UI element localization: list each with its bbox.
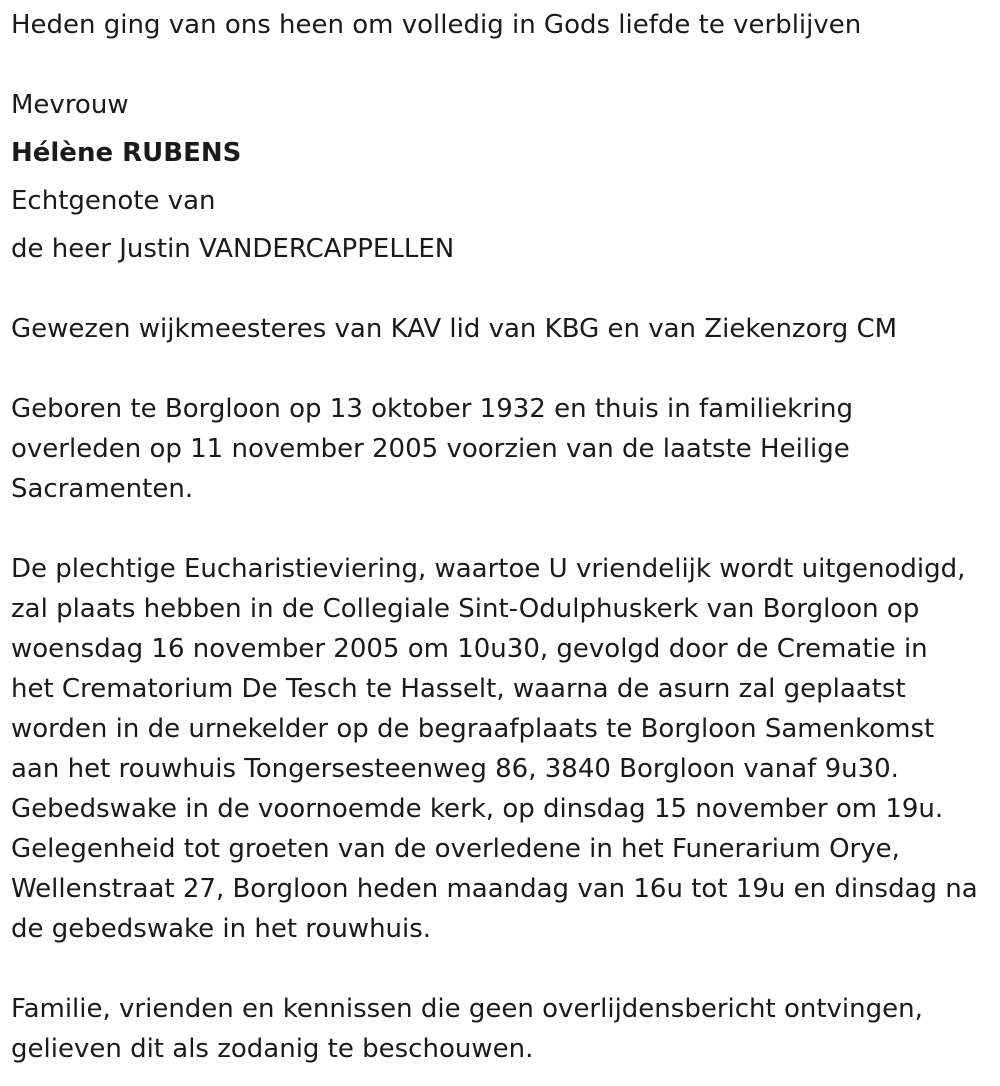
- ceremony-line: het Crematorium De Tesch te Hasselt, waarna de asurn zal geplaatst: [11, 674, 906, 704]
- birth-death-line: Sacramenten.: [11, 474, 194, 504]
- ceremony-line: Gelegenheid tot groeten van de overledene in het Funerarium Orye,: [11, 834, 900, 864]
- role-text: Gewezen wijkmeesteres van KAV lid van KBG en van Ziekenzorg CM: [11, 314, 898, 344]
- ceremony-line: woensdag 16 november 2005 om 10u30, gevolgd door de Crematie in: [11, 634, 928, 664]
- salutation: Mevrouw: [11, 90, 129, 120]
- ceremony-line: de gebedswake in het rouwhuis.: [11, 914, 432, 944]
- ceremony-line: zal plaats hebben in de Collegiale Sint-Odulphuskerk van Borgloon op: [11, 594, 920, 624]
- birth-death-line: Geboren te Borgloon op 13 oktober 1932 en thuis in familiekring: [11, 394, 854, 424]
- ceremony-line: De plechtige Eucharistieviering, waartoe U vriendelijk wordt uitgenodigd,: [11, 554, 966, 584]
- closing-line: Familie, vrienden en kennissen die geen overlijdensbericht ontvingen,: [11, 994, 923, 1024]
- ceremony-line: worden in de urnekelder op de begraafplaats te Borgloon Samenkomst: [11, 714, 935, 744]
- ceremony-line: Gebedswake in de voornoemde kerk, op dinsdag 15 november om 19u.: [11, 794, 944, 824]
- birth-death-line: overleden op 11 november 2005 voorzien van de laatste Heilige: [11, 434, 850, 464]
- ceremony-line: Wellenstraat 27, Borgloon heden maandag van 16u tot 19u en dinsdag na: [11, 874, 978, 904]
- closing-line: gelieven dit als zodanig te beschouwen.: [11, 1034, 534, 1064]
- ceremony-line: aan het rouwhuis Tongersesteenweg 86, 3840 Borgloon vanaf 9u30.: [11, 754, 899, 784]
- deceased-name: Hélène RUBENS: [11, 138, 242, 168]
- spouse-intro: Echtgenote van: [11, 186, 216, 216]
- spouse-name: de heer Justin VANDERCAPPELLEN: [11, 234, 455, 264]
- intro-text: Heden ging van ons heen om volledig in Gods liefde te verblijven: [11, 10, 862, 40]
